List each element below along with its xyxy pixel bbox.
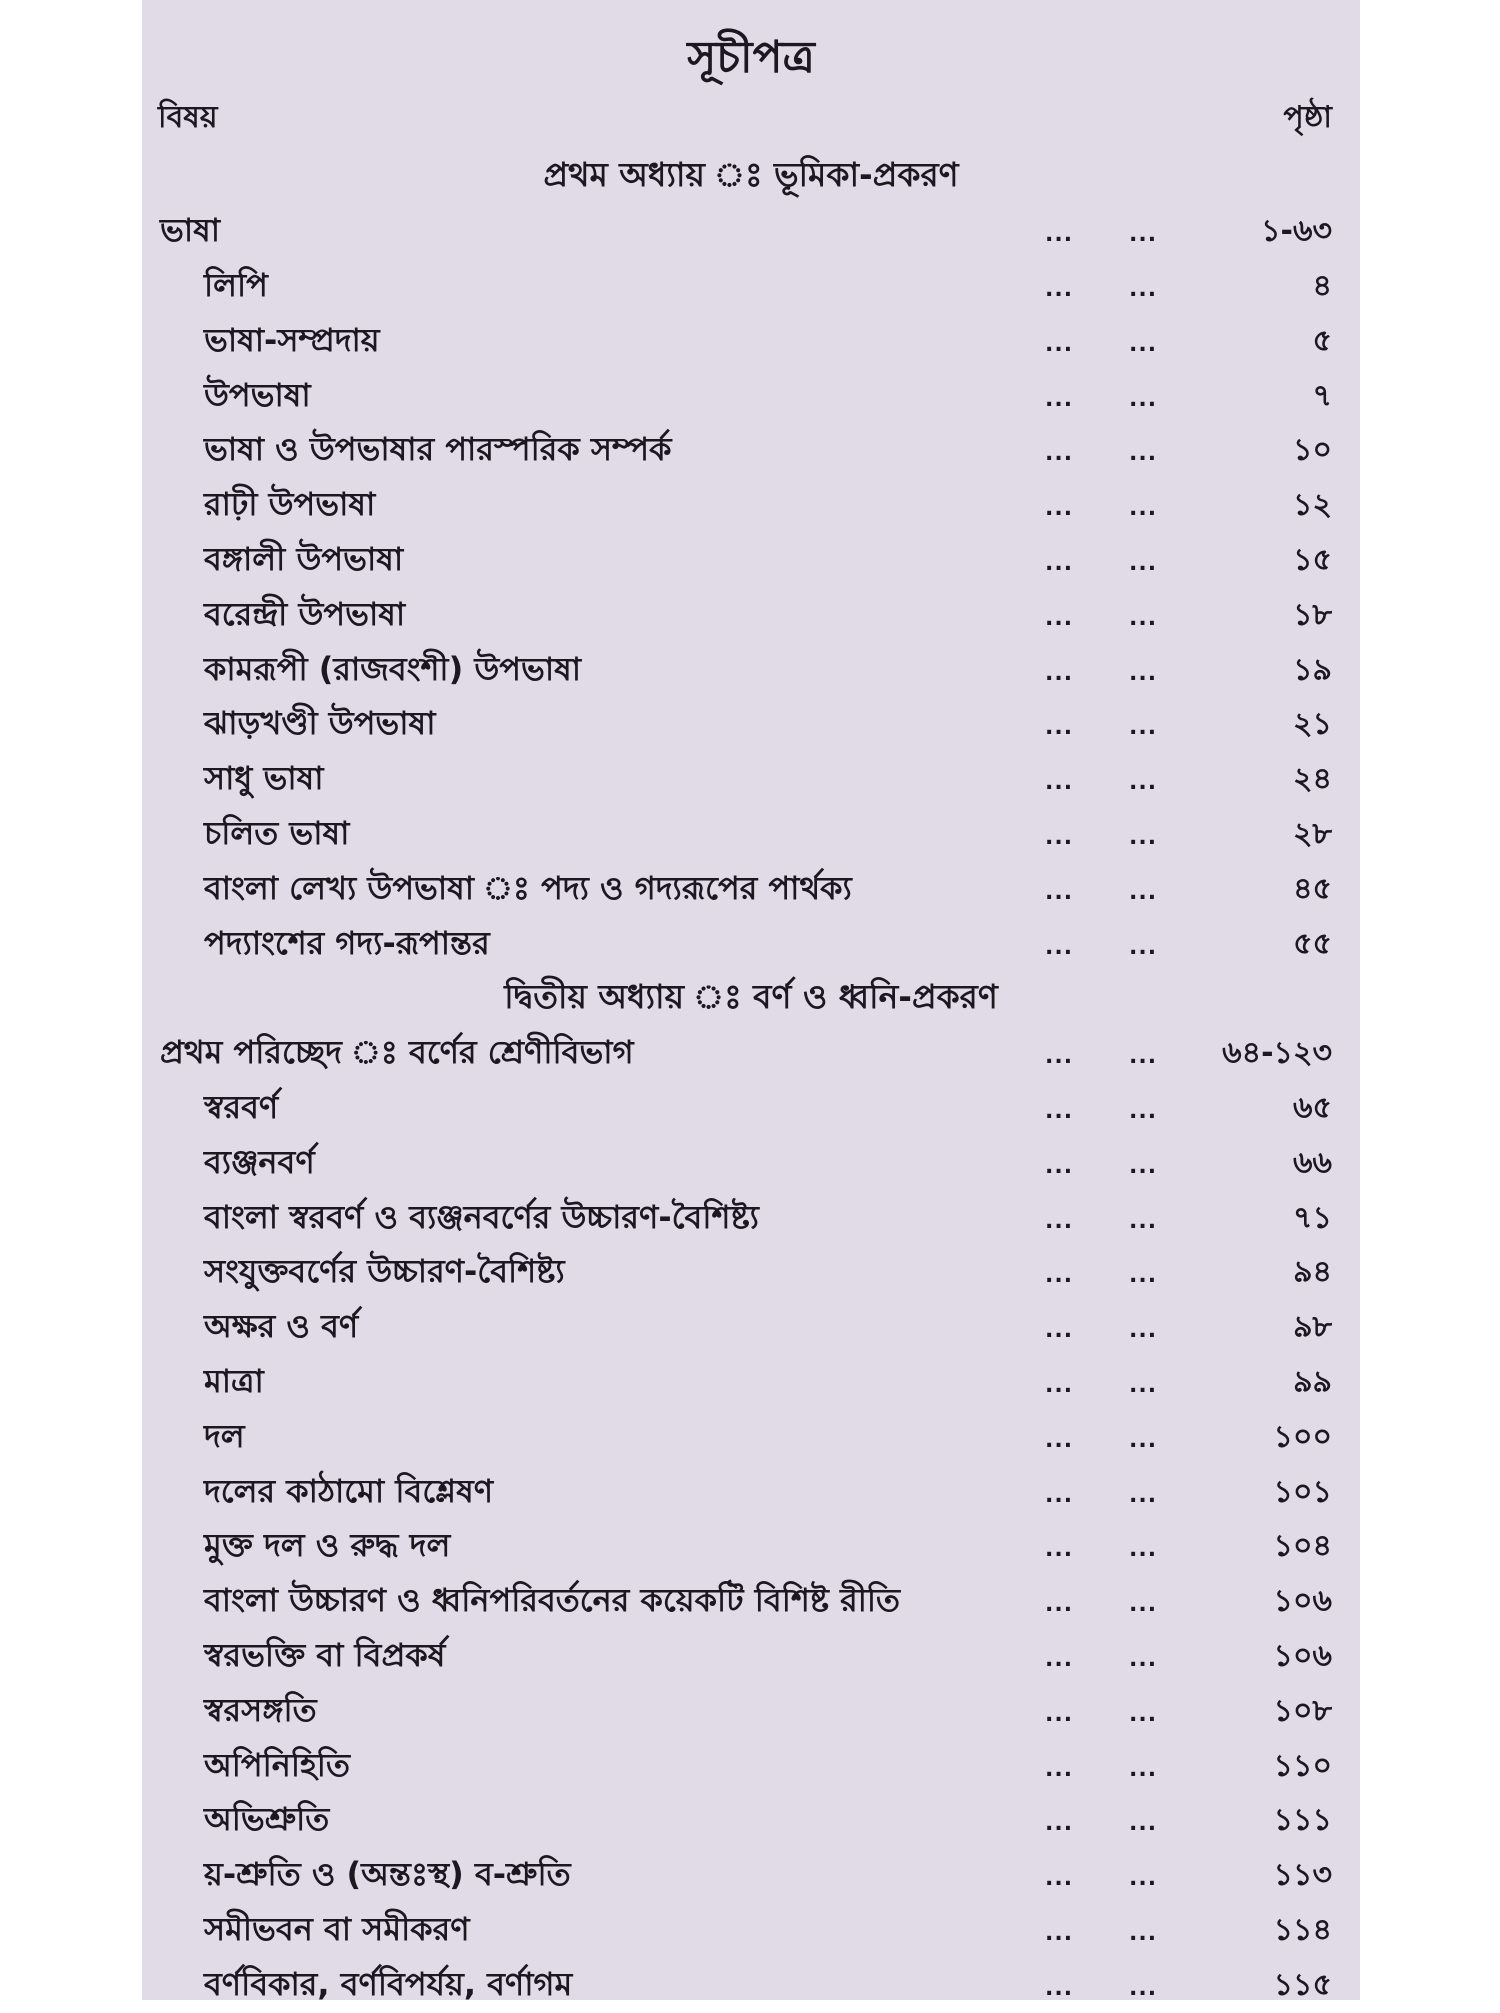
toc-entry-label: য়-শ্রুতি ও (অন্তঃস্থ) ব-শ্রুতি (204, 1855, 571, 1894)
toc-entry-label: ঝাড়খণ্ডী উপভাষা (204, 704, 436, 743)
toc-entry-label: রাঢ়ী উপভাষা (204, 485, 376, 524)
chapter-heading (142, 972, 1360, 1027)
toc-entry (142, 1027, 1360, 1082)
toc-entry-label: উপভাষা (204, 375, 311, 414)
toc-entry-label: দল (204, 1416, 245, 1455)
toc-entry-label: ভাষা (160, 211, 221, 250)
toc-entry-page-number: ৬৪-১২৩ (1222, 1035, 1332, 1071)
dot-leader: ... (1129, 715, 1158, 741)
dot-leader: ... (1129, 1975, 1158, 2001)
dot-leader: ... (1129, 386, 1158, 412)
toc-entry-page-number: ১১০ (1273, 1748, 1332, 1783)
dot-leader: ... (1129, 1427, 1158, 1453)
toc-entry-label: বঙ্গালী উপভাষা (204, 539, 404, 578)
page-column-header: পৃষ্ঠা (1283, 100, 1332, 135)
dot-leader: ... (1129, 1208, 1158, 1234)
toc-entry (142, 1246, 1360, 1301)
toc-entry-label: বাংলা লেখ্য উপভাষা ঃ পদ্য ও গদ্যরূপের পার্থক্য (204, 868, 852, 907)
toc-entry (142, 205, 1360, 260)
toc-entry (142, 1684, 1360, 1739)
toc-entry-page-number: ১০১ (1273, 1474, 1332, 1510)
dot-leader: ... (1045, 1646, 1074, 1672)
toc-entry (142, 424, 1360, 479)
dot-leader: ... (1129, 1153, 1158, 1179)
dot-leader: ... (1045, 1482, 1074, 1508)
dot-leader: ... (1129, 550, 1158, 576)
dot-leader: ... (1129, 1098, 1158, 1124)
toc-entry (142, 369, 1360, 424)
toc-entry-page-number: ২৪ (1293, 761, 1332, 797)
dot-leader: ... (1045, 934, 1074, 960)
toc-entry (142, 1136, 1360, 1191)
toc-entry-label: ভাষা-সম্প্রদায় (204, 320, 380, 359)
dot-leader: ... (1045, 1537, 1074, 1563)
toc-entry-label: মাত্রা (204, 1361, 264, 1400)
dot-leader: ... (1045, 496, 1074, 522)
toc-entry-page-number: ১৯ (1293, 652, 1332, 688)
dot-leader: ... (1129, 1537, 1158, 1563)
toc-entry-page-number: ৬৬ (1292, 1145, 1332, 1181)
dot-leader: ... (1045, 770, 1074, 796)
chapter-heading (142, 150, 1360, 205)
toc-entry-label: স্বরভক্তি বা বিপ্রকর্ষ (204, 1635, 446, 1674)
toc-entry (142, 862, 1360, 917)
toc-entry-page-number: ৯৪ (1293, 1254, 1332, 1290)
dot-leader: ... (1045, 276, 1074, 302)
toc-entry-label: অপিনিহিতি (204, 1745, 350, 1784)
toc-entry-label: বরেন্দ্রী উপভাষা (204, 594, 406, 633)
toc-entry (142, 698, 1360, 753)
dot-leader: ... (1045, 550, 1074, 576)
dot-leader: ... (1045, 441, 1074, 467)
toc-entry (142, 314, 1360, 369)
toc-entry-page-number: ৪৫ (1293, 871, 1332, 907)
toc-entry (142, 1958, 1360, 2013)
dot-leader: ... (1045, 715, 1074, 741)
dot-leader: ... (1045, 1975, 1074, 2001)
dot-leader: ... (1045, 879, 1074, 905)
toc-entry (142, 1904, 1360, 1959)
toc-entry-label: বর্ণবিকার, বর্ণবিপর্যয়, বর্ণাগম (204, 1964, 573, 2003)
page-title: সূচীপত্র (687, 32, 815, 83)
book-page (142, 0, 1360, 2003)
toc-entry (142, 534, 1360, 589)
toc-entry-label: লিপি (204, 265, 268, 304)
toc-entry-page-number: ৫ (1312, 323, 1332, 359)
toc-entry-page-number: ৯৮ (1293, 1309, 1332, 1345)
dot-leader: ... (1045, 1098, 1074, 1124)
toc-entry-label: ব্যঞ্জনবর্ণ (204, 1142, 315, 1181)
chapter-title: দ্বিতীয় অধ্যায় ঃ বর্ণ ও ধ্বনি-প্রকরণ (504, 977, 998, 1017)
toc-entry (142, 643, 1360, 698)
toc-entry (142, 479, 1360, 534)
chapter-title: প্রথম অধ্যায় ঃ ভূমিকা-প্রকরণ (543, 155, 959, 195)
dot-leader: ... (1129, 1701, 1158, 1727)
toc-entry-page-number: ৬৫ (1293, 1090, 1332, 1126)
dot-leader: ... (1045, 1318, 1074, 1344)
subject-column-header: বিষয় (158, 100, 218, 135)
dot-leader: ... (1045, 1044, 1074, 1070)
dot-leader: ... (1045, 1263, 1074, 1289)
toc-entry-page-number: ১১৩ (1273, 1857, 1332, 1893)
dot-leader: ... (1129, 879, 1158, 905)
dot-leader: ... (1129, 1866, 1158, 1892)
dot-leader: ... (1045, 1208, 1074, 1234)
dot-leader: ... (1045, 1701, 1074, 1727)
toc-entry (142, 1356, 1360, 1411)
dot-leader: ... (1129, 824, 1158, 850)
dot-leader: ... (1129, 1811, 1158, 1837)
toc-entry-label: পদ্যাংশের গদ্য-রূপান্তর (204, 923, 490, 962)
toc-entry-page-number: ১১৪ (1273, 1912, 1332, 1948)
toc-entry (142, 588, 1360, 643)
toc-entry-label: বাংলা উচ্চারণ ও ধ্বনিপরিবর্তনের কয়েকটি বিশিষ্ট রীতি (204, 1581, 901, 1620)
toc-entry-page-number: ১০ (1293, 432, 1332, 468)
dot-leader: ... (1129, 276, 1158, 302)
toc-entry (142, 1739, 1360, 1794)
dot-leader: ... (1045, 1866, 1074, 1892)
toc-entry-label: অক্ষর ও বর্ণ (204, 1307, 359, 1346)
toc-entry-label: বাংলা স্বরবর্ণ ও ব্যঞ্জনবর্ণের উচ্চারণ-বৈশিষ্ট্য (204, 1197, 759, 1236)
dot-leader: ... (1129, 441, 1158, 467)
toc-entry-label: চলিত ভাষা (204, 813, 350, 852)
toc-entry (142, 1191, 1360, 1246)
toc-entry-page-number: ২৮ (1293, 816, 1332, 852)
toc-entry-page-number: ৪ (1312, 268, 1332, 304)
dot-leader: ... (1129, 1592, 1158, 1618)
toc-entry (142, 1630, 1360, 1685)
dot-leader: ... (1045, 1427, 1074, 1453)
toc-entry (142, 1082, 1360, 1137)
dot-leader: ... (1045, 1153, 1074, 1179)
toc-entry-page-number: ১২ (1293, 487, 1332, 523)
dot-leader: ... (1129, 934, 1158, 960)
toc-entry-page-number: ৯৯ (1293, 1364, 1332, 1400)
dot-leader: ... (1129, 770, 1158, 796)
dot-leader: ... (1045, 386, 1074, 412)
dot-leader: ... (1129, 1646, 1158, 1672)
toc-entry (142, 1794, 1360, 1849)
dot-leader: ... (1129, 222, 1158, 248)
dot-leader: ... (1129, 496, 1158, 522)
toc-entry-page-number: ৫৫ (1293, 926, 1332, 962)
toc-entry-label: স্বরবর্ণ (204, 1087, 279, 1126)
toc-entry (142, 808, 1360, 863)
table-of-contents (142, 150, 1360, 2013)
toc-entry (142, 1301, 1360, 1356)
toc-entry-page-number: ৭১ (1293, 1200, 1332, 1236)
toc-entry-page-number: ২১ (1293, 706, 1332, 742)
dot-leader: ... (1129, 1263, 1158, 1289)
dot-leader: ... (1045, 660, 1074, 686)
toc-entry-label: সমীভবন বা সমীকরণ (204, 1909, 470, 1948)
dot-leader: ... (1045, 1920, 1074, 1946)
toc-entry-page-number: ১০৬ (1273, 1638, 1332, 1674)
toc-entry-page-number: ১০০ (1273, 1419, 1332, 1455)
toc-entry (142, 917, 1360, 972)
dot-leader: ... (1129, 605, 1158, 631)
toc-entry-label: কামরূপী (রাজবংশী) উপভাষা (204, 649, 582, 688)
toc-entry-page-number: ১০৮ (1273, 1693, 1332, 1729)
toc-entry-page-number: ১-৬৩ (1261, 213, 1332, 249)
dot-leader: ... (1129, 1920, 1158, 1946)
toc-entry-label: প্রথম পরিচ্ছেদ ঃ বর্ণের শ্রেণীবিভাগ (160, 1033, 634, 1072)
dot-leader: ... (1129, 1044, 1158, 1070)
toc-entry (142, 1465, 1360, 1520)
dot-leader: ... (1129, 660, 1158, 686)
toc-entry-page-number: ১১১ (1273, 1802, 1332, 1838)
dot-leader: ... (1045, 331, 1074, 357)
dot-leader: ... (1045, 1372, 1074, 1398)
toc-entry (142, 753, 1360, 808)
dot-leader: ... (1045, 1811, 1074, 1837)
toc-entry-label: সাধু ভাষা (204, 759, 324, 798)
toc-entry (142, 1849, 1360, 1904)
toc-entry-label: সংযুক্তবর্ণের উচ্চারণ-বৈশিষ্ট্য (204, 1252, 565, 1291)
toc-entry-label: মুক্ত দল ও রুদ্ধ দল (204, 1526, 451, 1565)
dot-leader: ... (1129, 1318, 1158, 1344)
toc-entry-page-number: ৭ (1312, 378, 1332, 414)
toc-entry-page-number: ১০৪ (1273, 1528, 1332, 1564)
dot-leader: ... (1045, 1592, 1074, 1618)
dot-leader: ... (1045, 824, 1074, 850)
toc-entry (142, 260, 1360, 315)
dot-leader: ... (1129, 331, 1158, 357)
dot-leader: ... (1129, 1372, 1158, 1398)
toc-entry-page-number: ১৮ (1293, 597, 1332, 633)
dot-leader: ... (1045, 605, 1074, 631)
dot-leader: ... (1129, 1756, 1158, 1782)
toc-entry (142, 1410, 1360, 1465)
toc-entry-label: ভাষা ও উপভাষার পারস্পরিক সম্পর্ক (204, 430, 672, 469)
toc-entry-page-number: ১৫ (1293, 542, 1332, 578)
dot-leader: ... (1045, 222, 1074, 248)
dot-leader: ... (1045, 1756, 1074, 1782)
toc-entry (142, 1575, 1360, 1630)
toc-entry-label: অভিশ্রুতি (204, 1800, 330, 1839)
toc-entry-page-number: ১১৫ (1273, 1967, 1332, 2003)
toc-entry-page-number: ১০৬ (1273, 1583, 1332, 1619)
toc-entry (142, 1520, 1360, 1575)
toc-entry-label: দলের কাঠামো বিশ্লেষণ (204, 1471, 494, 1510)
dot-leader: ... (1129, 1482, 1158, 1508)
toc-entry-label: স্বরসঙ্গতি (204, 1690, 317, 1729)
